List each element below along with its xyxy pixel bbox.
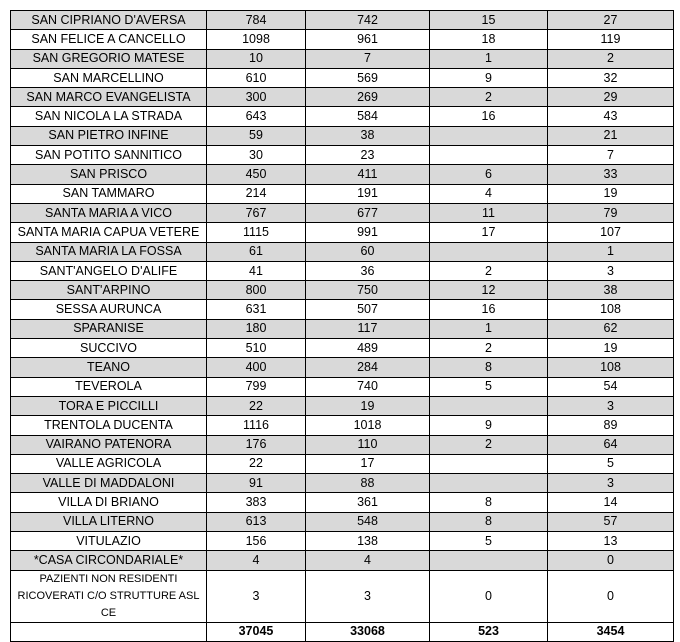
value-col1-cell: 610 <box>207 68 306 87</box>
value-col3-cell: 0 <box>430 570 548 622</box>
value-col2-cell: 507 <box>306 300 430 319</box>
value-col2-cell: 117 <box>306 319 430 338</box>
table-row <box>11 358 674 377</box>
value-col1-cell: 784 <box>207 11 306 30</box>
value-col3-cell: 4 <box>430 184 548 203</box>
value-col3-cell: 1 <box>430 319 548 338</box>
municipality-data-table <box>10 10 674 642</box>
table-row <box>11 512 674 531</box>
value-col3-cell: 2 <box>430 339 548 358</box>
value-col2-cell: 88 <box>306 474 430 493</box>
table-row <box>11 165 674 184</box>
total-c3-cell: 523 <box>430 622 548 641</box>
value-col3-cell: 16 <box>430 107 548 126</box>
municipality-cell: SAN POTITO SANNITICO <box>11 146 207 165</box>
value-col4-cell: 64 <box>548 435 674 454</box>
table-row <box>11 396 674 415</box>
municipality-cell: SAN NICOLA LA STRADA <box>11 107 207 126</box>
municipality-cell: TRENTOLA DUCENTA <box>11 416 207 435</box>
table-row <box>11 126 674 145</box>
total-c2-cell: 33068 <box>306 622 430 641</box>
municipality-cell: VITULAZIO <box>11 532 207 551</box>
value-col3-cell: 16 <box>430 300 548 319</box>
municipality-cell: TORA E PICCILLI <box>11 396 207 415</box>
value-col4-cell: 0 <box>548 551 674 570</box>
value-col4-cell: 27 <box>548 11 674 30</box>
municipality-cell: SAN MARCELLINO <box>11 68 207 87</box>
value-col3-cell <box>430 146 548 165</box>
total-c4-cell: 3454 <box>548 622 674 641</box>
value-col3-cell: 8 <box>430 493 548 512</box>
table-row <box>11 203 674 222</box>
value-col1-cell: 10 <box>207 49 306 68</box>
value-col3-cell <box>430 454 548 473</box>
value-col1-cell: 156 <box>207 532 306 551</box>
value-col2-cell: 17 <box>306 454 430 473</box>
value-col1-cell: 800 <box>207 281 306 300</box>
value-col2-cell: 1018 <box>306 416 430 435</box>
value-col1-cell: 30 <box>207 146 306 165</box>
value-col3-cell: 9 <box>430 416 548 435</box>
value-col4-cell: 13 <box>548 532 674 551</box>
municipality-cell: VILLA DI BRIANO <box>11 493 207 512</box>
value-col4-cell: 29 <box>548 88 674 107</box>
table-body <box>11 11 674 642</box>
table-row <box>11 223 674 242</box>
value-col3-cell: 5 <box>430 532 548 551</box>
table-row <box>11 319 674 338</box>
table-row <box>11 532 674 551</box>
table-row <box>11 570 674 622</box>
municipality-cell: SUCCIVO <box>11 339 207 358</box>
value-col2-cell: 110 <box>306 435 430 454</box>
value-col1-cell: 400 <box>207 358 306 377</box>
value-col3-cell: 11 <box>430 203 548 222</box>
value-col1-cell: 613 <box>207 512 306 531</box>
municipality-cell: SAN CIPRIANO D'AVERSA <box>11 11 207 30</box>
value-col2-cell: 19 <box>306 396 430 415</box>
value-col2-cell: 361 <box>306 493 430 512</box>
value-col1-cell: 61 <box>207 242 306 261</box>
value-col4-cell: 1 <box>548 242 674 261</box>
value-col4-cell: 108 <box>548 358 674 377</box>
value-col4-cell: 7 <box>548 146 674 165</box>
municipality-cell: SESSA AURUNCA <box>11 300 207 319</box>
value-col4-cell: 0 <box>548 570 674 622</box>
value-col4-cell: 107 <box>548 223 674 242</box>
value-col4-cell: 5 <box>548 454 674 473</box>
table-row <box>11 300 674 319</box>
municipality-cell: SANTA MARIA CAPUA VETERE <box>11 223 207 242</box>
value-col1-cell: 214 <box>207 184 306 203</box>
value-col1-cell: 643 <box>207 107 306 126</box>
value-col3-cell: 1 <box>430 49 548 68</box>
municipality-cell: VILLA LITERNO <box>11 512 207 531</box>
value-col3-cell: 8 <box>430 512 548 531</box>
table-row <box>11 551 674 570</box>
municipality-cell: *CASA CIRCONDARIALE* <box>11 551 207 570</box>
value-col2-cell: 961 <box>306 30 430 49</box>
totals-label-cell <box>11 622 207 641</box>
value-col1-cell: 4 <box>207 551 306 570</box>
value-col2-cell: 4 <box>306 551 430 570</box>
value-col3-cell: 12 <box>430 281 548 300</box>
value-col1-cell: 22 <box>207 396 306 415</box>
value-col3-cell: 9 <box>430 68 548 87</box>
value-col2-cell: 411 <box>306 165 430 184</box>
value-col3-cell: 2 <box>430 261 548 280</box>
value-col2-cell: 191 <box>306 184 430 203</box>
value-col4-cell: 43 <box>548 107 674 126</box>
value-col4-cell: 33 <box>548 165 674 184</box>
value-col2-cell: 740 <box>306 377 430 396</box>
table-row <box>11 49 674 68</box>
municipality-cell: SAN FELICE A CANCELLO <box>11 30 207 49</box>
table-row <box>11 88 674 107</box>
municipality-cell: SAN PRISCO <box>11 165 207 184</box>
table-row <box>11 281 674 300</box>
value-col1-cell: 767 <box>207 203 306 222</box>
table-row <box>11 68 674 87</box>
value-col3-cell: 8 <box>430 358 548 377</box>
value-col2-cell: 60 <box>306 242 430 261</box>
table-row <box>11 416 674 435</box>
table-row <box>11 107 674 126</box>
value-col4-cell: 108 <box>548 300 674 319</box>
value-col4-cell: 62 <box>548 319 674 338</box>
value-col1-cell: 300 <box>207 88 306 107</box>
value-col4-cell: 19 <box>548 184 674 203</box>
value-col3-cell: 2 <box>430 435 548 454</box>
municipality-cell: SAN PIETRO INFINE <box>11 126 207 145</box>
value-col1-cell: 1115 <box>207 223 306 242</box>
municipality-cell: SANT'ARPINO <box>11 281 207 300</box>
value-col2-cell: 38 <box>306 126 430 145</box>
table-row <box>11 242 674 261</box>
value-col2-cell: 269 <box>306 88 430 107</box>
value-col1-cell: 41 <box>207 261 306 280</box>
value-col4-cell: 32 <box>548 68 674 87</box>
table-row <box>11 474 674 493</box>
municipality-cell: SANT'ANGELO D'ALIFE <box>11 261 207 280</box>
value-col1-cell: 1098 <box>207 30 306 49</box>
value-col1-cell: 631 <box>207 300 306 319</box>
value-col3-cell <box>430 396 548 415</box>
value-col3-cell: 5 <box>430 377 548 396</box>
value-col1-cell: 799 <box>207 377 306 396</box>
total-c1-cell: 37045 <box>207 622 306 641</box>
value-col2-cell: 138 <box>306 532 430 551</box>
value-col1-cell: 3 <box>207 570 306 622</box>
value-col4-cell: 54 <box>548 377 674 396</box>
value-col4-cell: 119 <box>548 30 674 49</box>
table-row <box>11 261 674 280</box>
value-col2-cell: 36 <box>306 261 430 280</box>
value-col2-cell: 489 <box>306 339 430 358</box>
value-col2-cell: 284 <box>306 358 430 377</box>
value-col1-cell: 176 <box>207 435 306 454</box>
value-col3-cell <box>430 474 548 493</box>
value-col2-cell: 3 <box>306 570 430 622</box>
municipality-cell: TEANO <box>11 358 207 377</box>
value-col2-cell: 750 <box>306 281 430 300</box>
table-row <box>11 30 674 49</box>
value-col1-cell: 22 <box>207 454 306 473</box>
value-col4-cell: 38 <box>548 281 674 300</box>
value-col3-cell: 17 <box>430 223 548 242</box>
table-row <box>11 493 674 512</box>
municipality-cell: SAN GREGORIO MATESE <box>11 49 207 68</box>
value-col4-cell: 2 <box>548 49 674 68</box>
value-col1-cell: 91 <box>207 474 306 493</box>
value-col3-cell <box>430 242 548 261</box>
value-col1-cell: 383 <box>207 493 306 512</box>
value-col2-cell: 7 <box>306 49 430 68</box>
municipality-cell: SAN TAMMARO <box>11 184 207 203</box>
value-col1-cell: 450 <box>207 165 306 184</box>
value-col4-cell: 3 <box>548 261 674 280</box>
municipality-cell: TEVEROLA <box>11 377 207 396</box>
municipality-cell: SANTA MARIA A VICO <box>11 203 207 222</box>
value-col3-cell <box>430 551 548 570</box>
value-col1-cell: 1116 <box>207 416 306 435</box>
municipality-cell: VALLE DI MADDALONI <box>11 474 207 493</box>
municipality-cell: SANTA MARIA LA FOSSA <box>11 242 207 261</box>
table-row <box>11 146 674 165</box>
value-col4-cell: 3 <box>548 474 674 493</box>
municipality-cell: PAZIENTI NON RESIDENTI RICOVERATI C/O STRUTTURE ASL CE <box>11 570 207 622</box>
municipality-cell: VAIRANO PATENORA <box>11 435 207 454</box>
value-col2-cell: 584 <box>306 107 430 126</box>
value-col2-cell: 742 <box>306 11 430 30</box>
municipality-cell: SAN MARCO EVANGELISTA <box>11 88 207 107</box>
value-col2-cell: 677 <box>306 203 430 222</box>
value-col3-cell: 2 <box>430 88 548 107</box>
municipality-cell: VALLE AGRICOLA <box>11 454 207 473</box>
totals-row <box>11 622 674 641</box>
value-col2-cell: 23 <box>306 146 430 165</box>
value-col4-cell: 3 <box>548 396 674 415</box>
value-col3-cell: 18 <box>430 30 548 49</box>
table-row <box>11 377 674 396</box>
value-col3-cell: 15 <box>430 11 548 30</box>
value-col3-cell: 6 <box>430 165 548 184</box>
value-col4-cell: 14 <box>548 493 674 512</box>
municipality-cell: SPARANISE <box>11 319 207 338</box>
value-col1-cell: 59 <box>207 126 306 145</box>
value-col4-cell: 89 <box>548 416 674 435</box>
value-col4-cell: 57 <box>548 512 674 531</box>
value-col2-cell: 569 <box>306 68 430 87</box>
value-col4-cell: 79 <box>548 203 674 222</box>
value-col4-cell: 19 <box>548 339 674 358</box>
table-row <box>11 11 674 30</box>
table-row <box>11 454 674 473</box>
table-row <box>11 339 674 358</box>
value-col1-cell: 180 <box>207 319 306 338</box>
value-col3-cell <box>430 126 548 145</box>
value-col2-cell: 548 <box>306 512 430 531</box>
table-row <box>11 184 674 203</box>
value-col4-cell: 21 <box>548 126 674 145</box>
value-col2-cell: 991 <box>306 223 430 242</box>
value-col1-cell: 510 <box>207 339 306 358</box>
table-row <box>11 435 674 454</box>
